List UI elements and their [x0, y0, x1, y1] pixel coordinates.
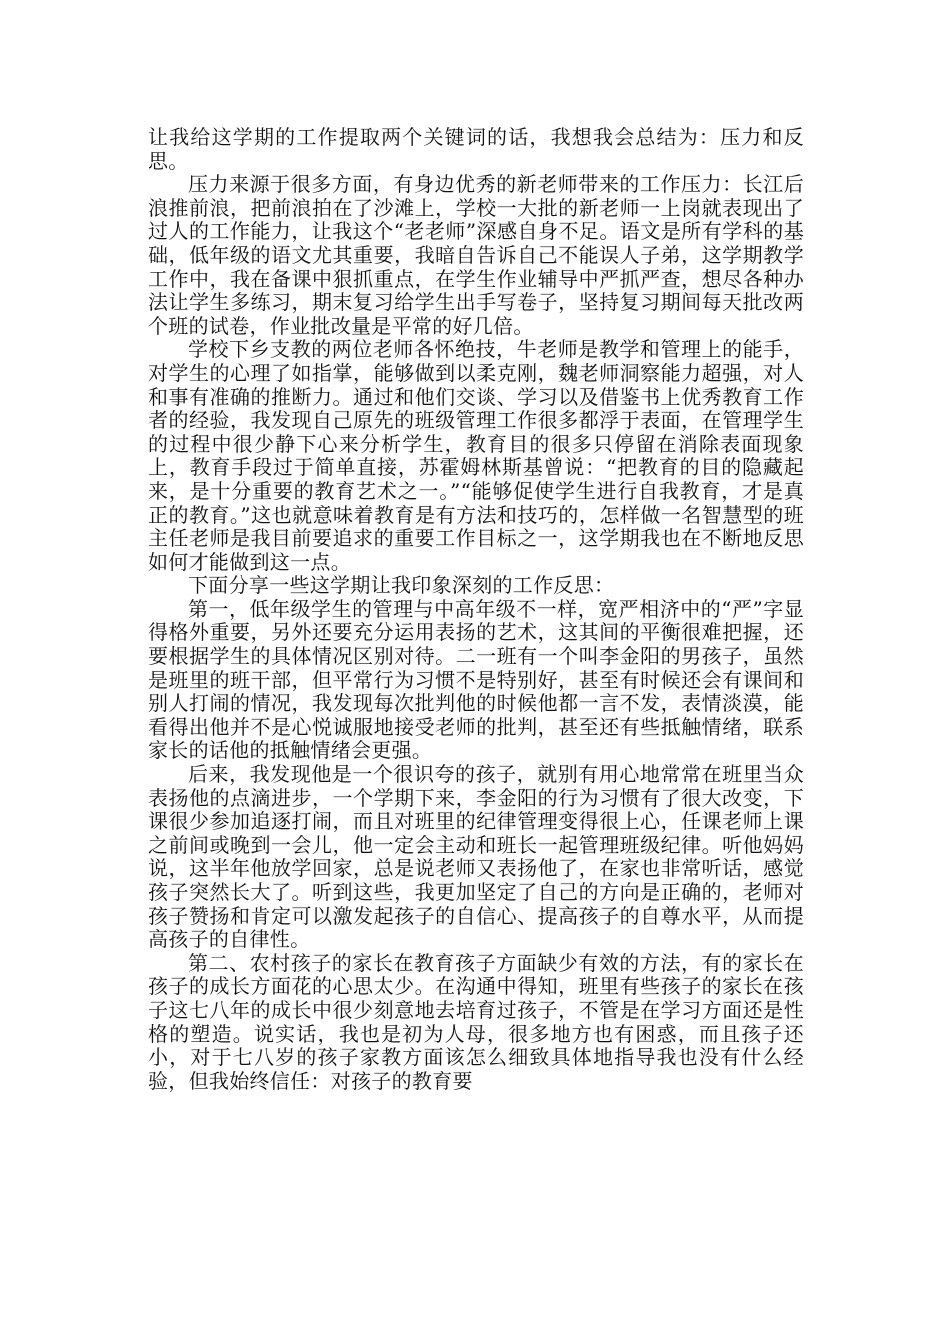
document-body — [148, 126, 804, 1093]
paragraph-2: 压力来源于很多方面，有身边优秀的新老师带来的工作压力：长江后浪推前浪，把前浪拍在了沙滩上，学校一大批的新老师一上岗就表现出了过人的工作能力，让我这个“老老师”深感自身不足。语文是所有学科的基础，低年级的语文尤其重要，我暗自告诉自己不能误人子弟，这学期教学工作中，我在备课中狠抓重点，在学生作业辅导中严抓严查，想尽各种办法让学生多练习，期末复习给学生出手写卷子，坚持复习期间每天批改两个班的试卷，作业批改量是平常的好几倍。 — [148, 172, 804, 338]
paragraph-4: 下面分享一些这学期让我印象深刻的工作反思： — [188, 573, 615, 598]
paragraph-1: 让我给这学期的工作提取两个关键词的话，我想我会总结为：压力和反思。 — [148, 125, 804, 173]
paragraph-6: 后来，我发现他是一个很识夸的孩子，就别有用心地常常在班里当众表扬他的点滴进步，一个学期下来，李金阳的行为习惯有了很大改变，下课很少参加追逐打闹，而且对班里的纪律管理变得很上心，任课老师上课之前间或晚到一会儿，他一定会主动和班长一起管理班级纪律。听他妈妈说，这半年他放学回家，总是说老师又表扬他了，在家也非常听话，感觉孩子突然长大了。听到这些，我更加坚定了自己的方向是正确的，老师对孩子赞扬和肯定可以激发起孩子的自信心、提高孩子的自尊水平，从而提高孩子的自律性。 — [148, 762, 804, 952]
paragraph-5: 第一，低年级学生的管理与中高年级不一样，宽严相济中的“严”字显得格外重要，另外还要充分运用表扬的艺术，这其间的平衡很难把握，还要根据学生的具体情况区别对待。二一班有一个叫李金阳的男孩子，虽然是班里的班干部，但平常行为习惯不是特别好，甚至有时候还会有课间和别人打闹的情况，我发现每次批判他的时候他都一言不发，表情淡漠，能看得出他并不是心悦诚服地接受老师的批判，甚至还有些抵触情绪，联系家长的话他的抵触情绪会更强。 — [148, 596, 804, 763]
paragraph-3: 学校下乡支教的两位老师各怀绝技，牛老师是教学和管理上的能手，对学生的心理了如指掌，能够做到以柔克刚，魏老师洞察能力超强，对人和事有准确的推断力。通过和他们交谈、学习以及借鉴书上优秀教育工作者的经验，我发现自己原先的班级管理工作很多都浮于表面，在管理学生的过程中很少静下心来分析学生，教育目的很多只停留在消除表面现象上，教育手段过于简单直接，苏霍姆林斯基曾说：“把教育的目的隐藏起来，是十分重要的教育艺术之一。”“能够促使学生进行自我教育，才是真正的教育。”这也就意味着教育是有方法和技巧的，怎样做一名智慧型的班主任老师是我目前要追求的重要工作目标之一，这学期我也在不断地反思如何才能做到这一点。 — [148, 337, 804, 574]
paragraph-7: 第二、农村孩子的家长在教育孩子方面缺少有效的方法，有的家长在孩子的成长方面花的心思太少。在沟通中得知，班里有些孩子的家长在孩子这七八年的成长中很少刻意地去培育过孩子，不管是在学习方面还是性格的塑造。说实话，我也是初为人母，很多地方也有困惑，而且孩子还小，对于七八岁的孩子家教方面该怎么细致具体地指导我也没有什么经验，但我始终信任：对孩子的教育要 — [148, 950, 804, 1093]
